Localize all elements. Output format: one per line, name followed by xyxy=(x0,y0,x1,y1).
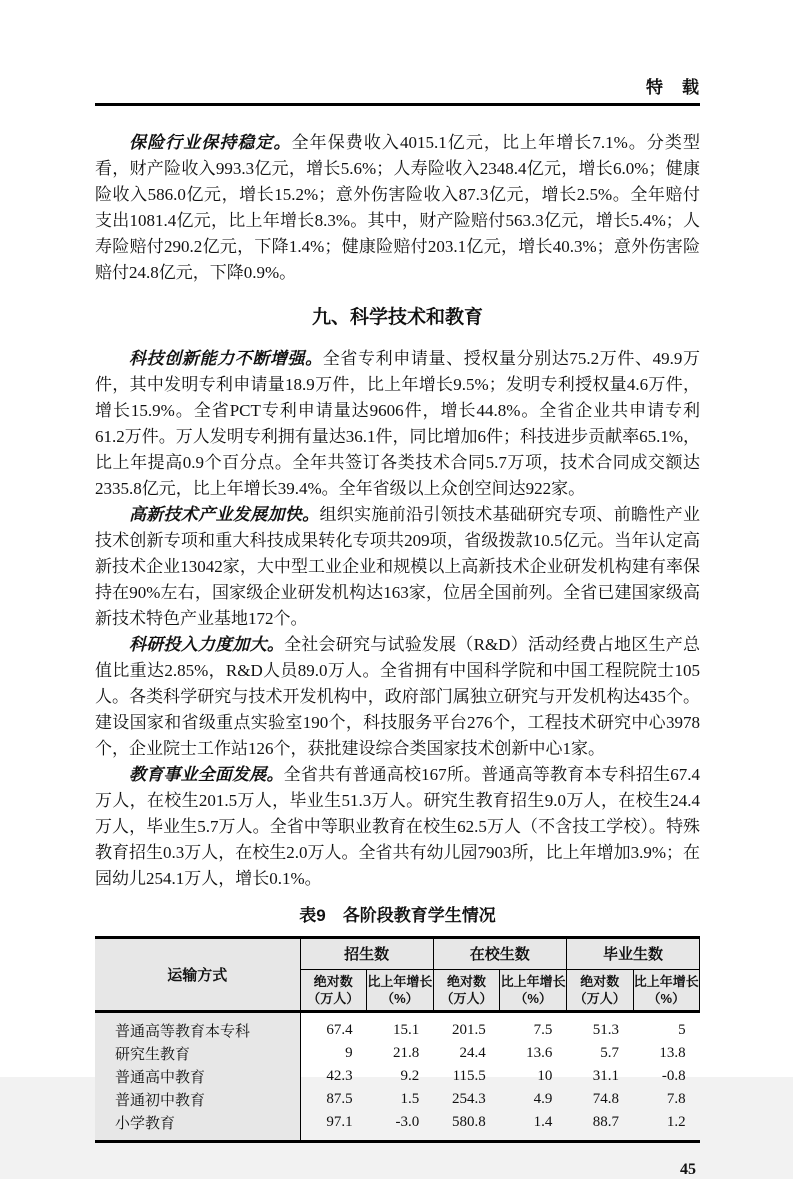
running-head-text: 特 载 xyxy=(646,78,700,97)
subheader-line2: （%） xyxy=(647,990,686,1006)
table-title-text: 各阶段教育学生情况 xyxy=(342,905,496,925)
subheader-line2: （万人） xyxy=(307,990,360,1006)
paragraph-lead: 高新技术产业发展加快。 xyxy=(129,504,320,524)
table-group-in-school: 在校生数 xyxy=(433,937,566,969)
cell-value: 1.2 xyxy=(666,1113,686,1130)
row-label: 普通高中教育 xyxy=(95,1065,300,1088)
cell-value: 254.3 xyxy=(452,1090,486,1107)
paragraph-text: 全省专利申请量、授权量分别达75.2万件、49.9万件，其中发明专利申请量18.9万件，比上年增长9.5%；发明专利授权量4.6万件，增长15.9%。全省PCT专利申请量达9606件，增长44.8%。全省企业共申请专利61.2万件。万人发明专利拥有量达36.1件，同比增加6件；科技进步贡献率65.1%，比上年提高0.9个百分点。全年共签订各类技术合同5.7万项，技术合同成交额达2335.8亿元，比上年增长39.4%。全年省级以上众创空间达922家。 xyxy=(95,348,701,498)
paragraph-hightech xyxy=(95,502,700,632)
section-heading: 九、科学技术和教育 xyxy=(311,306,483,328)
row-label: 普通初中教育 xyxy=(95,1088,300,1111)
paragraph-text: 全省共有普通高校167所。普通高等教育本专科招生67.4万人，在校生201.5万人，毕业生51.3万人。研究生教育招生9.0万人，在校生24.4万人，毕业生5.7万人。全省中等职业教育在校生62.5万人（不含技工学校）。特殊教育招生0.3万人，在校生2.0万人。全省共有幼儿园7903所，比上年增加3.9%；在园幼儿254.1万人，增长0.1%。 xyxy=(95,764,701,888)
row-label: 小学教育 xyxy=(95,1111,300,1142)
row-label: 普通高等教育本专科 xyxy=(95,1011,300,1042)
table-subheader-growth xyxy=(500,969,567,1011)
education-students-table xyxy=(95,936,700,1143)
subheader-line2: （万人） xyxy=(573,990,626,1006)
paragraph-text: 组织实施前沿引领技术基础研究专项、前瞻性产业技术创新专项和重大科技成果转化专项共209项，省级拨款10.5亿元。当年认定高新技术企业13042家，大中型工业企业和规模以上高新技术企业研发机构建有率保持在90%左右，国家级企业研发机构达163家，位居全国前列。全省已建国家级高新技术特色产业基地172个。 xyxy=(95,504,700,628)
subheader-line1: 比上年增长 xyxy=(367,973,433,989)
table-subheader-growth xyxy=(367,969,434,1011)
cell-value: 1.5 xyxy=(400,1090,420,1107)
subheader-line1: 绝对数 xyxy=(313,973,353,989)
cell-value: 10 xyxy=(537,1067,553,1084)
table-subheader-growth xyxy=(633,969,700,1011)
table-stub-header: 运输方式 xyxy=(95,937,300,1011)
cell-value: 88.7 xyxy=(592,1113,619,1130)
cell-value: -0.8 xyxy=(661,1067,686,1084)
subheader-line1: 比上年增长 xyxy=(633,973,699,989)
paragraph-lead: 科技创新能力不断增强。 xyxy=(129,348,323,368)
paragraph-sci-innovation xyxy=(95,346,700,502)
cell-value: 42.3 xyxy=(326,1067,353,1084)
table-subheader-absolute xyxy=(433,969,500,1011)
cell-value: 24.4 xyxy=(459,1044,486,1061)
paragraph-lead: 教育事业全面发展。 xyxy=(129,764,284,784)
subheader-line1: 绝对数 xyxy=(580,973,620,989)
subheader-line2: （%） xyxy=(381,990,419,1006)
paragraph-lead: 科研投入力度加大。 xyxy=(129,634,285,654)
table-row xyxy=(95,1111,700,1142)
cell-value: 5.7 xyxy=(600,1044,619,1061)
table-group-graduates: 毕业生数 xyxy=(566,937,699,969)
cell-value: 7.5 xyxy=(533,1021,553,1038)
subheader-line2: （万人） xyxy=(440,990,493,1006)
cell-value: 7.8 xyxy=(666,1090,686,1107)
table-row xyxy=(95,1088,700,1111)
cell-value: 9 xyxy=(345,1044,353,1061)
paragraph-education xyxy=(95,762,700,892)
cell-value: -3.0 xyxy=(395,1113,420,1130)
cell-value: 13.8 xyxy=(659,1044,686,1061)
cell-value: 115.5 xyxy=(452,1067,486,1084)
cell-value: 87.5 xyxy=(326,1090,353,1107)
page-number: 45 xyxy=(680,1160,696,1178)
subheader-line1: 比上年增长 xyxy=(500,973,566,989)
table-subheader-absolute xyxy=(566,969,633,1011)
table-row xyxy=(95,1065,700,1088)
paragraph-text: 全社会研究与试验发展（R&D）活动经费占地区生产总值比重达2.85%，R&D人员89.0万人。全省拥有中国科学院和中国工程院院士105人。各类科学研究与技术开发机构中，政府部门属独立研究与开发机构达435个。建设国家和省级重点实验室190个，科技服务平台276个，工程技术研究中心3978个，企业院士工作站126个，获批建设综合类国家技术创新中心1家。 xyxy=(95,634,700,758)
header-rule xyxy=(95,103,700,106)
cell-value: 74.8 xyxy=(592,1090,619,1107)
table-group-enrollment: 招生数 xyxy=(300,937,433,969)
table-group-header-row xyxy=(95,937,700,969)
table-subheader-absolute xyxy=(300,969,367,1011)
paragraph-rd-investment xyxy=(95,632,700,762)
cell-value: 13.6 xyxy=(526,1044,553,1061)
cell-value: 9.2 xyxy=(400,1067,420,1084)
cell-value: 201.5 xyxy=(452,1021,486,1038)
table-number: 表9 xyxy=(299,905,326,925)
subheader-line1: 绝对数 xyxy=(446,973,486,989)
cell-value: 31.1 xyxy=(592,1067,619,1084)
cell-value: 1.4 xyxy=(533,1113,553,1130)
table-row xyxy=(95,1011,700,1042)
cell-value: 5 xyxy=(678,1021,686,1038)
cell-value: 21.8 xyxy=(392,1044,420,1061)
cell-value: 580.8 xyxy=(452,1113,486,1130)
subheader-line2: （%） xyxy=(514,990,552,1006)
table-title xyxy=(95,904,700,928)
cell-value: 67.4 xyxy=(326,1021,353,1038)
running-head xyxy=(95,78,700,98)
paragraph-insurance xyxy=(95,130,700,286)
cell-value: 97.1 xyxy=(326,1113,353,1130)
cell-value: 4.9 xyxy=(533,1090,553,1107)
paragraph-text: 全年保费收入4015.1亿元，比上年增长7.1%。分类型看，财产险收入993.3亿元，增长5.6%；人寿险收入2348.4亿元，增长6.0%；健康险收入586.0亿元，增长15.2%；意外伤害险收入87.3亿元，增长2.5%。全年赔付支出1081.4亿元，比上年增长8.3%。其中，财产险赔付563.3亿元，增长5.4%；人寿险赔付290.2亿元，下降1.4%；健康险赔付203.1亿元，增长40.3%；意外伤害险赔付24.8亿元，下降0.9%。 xyxy=(95,132,700,282)
cell-value: 51.3 xyxy=(592,1021,619,1038)
cell-value: 15.1 xyxy=(392,1021,420,1038)
row-label: 研究生教育 xyxy=(95,1042,300,1065)
paragraph-lead: 保险行业保持稳定。 xyxy=(129,132,292,152)
table-row xyxy=(95,1042,700,1065)
